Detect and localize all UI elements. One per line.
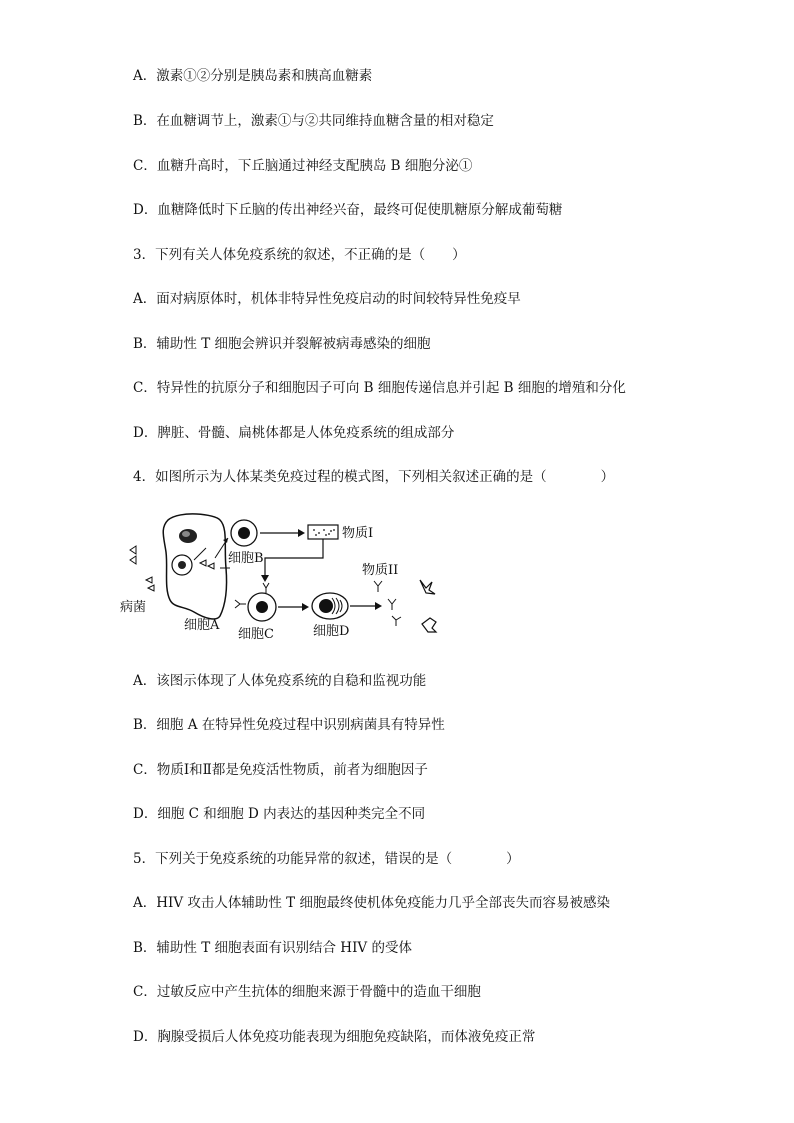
question-3-stem: 3．下列有关人体免疫系统的叙述，不正确的是（ ） bbox=[133, 247, 466, 263]
option-5d: D．胸腺受损后人体免疫功能表现为细胞免疫缺陷，而体液免疫正常 bbox=[133, 1029, 536, 1045]
antibody-bound-pathogen-2 bbox=[422, 618, 436, 632]
question-5-stem: 5．下列关于免疫系统的功能异常的叙述，错误的是（ ） bbox=[133, 851, 520, 867]
cell-a-shape bbox=[163, 514, 226, 619]
label-cell-c: 细胞C bbox=[238, 627, 274, 642]
option-2d: D．血糖降低时下丘脑的传出神经兴奋，最终可促使肌糖原分解成葡萄糖 bbox=[133, 202, 563, 218]
option-2a: A．激素①②分别是胰岛素和胰高血糖素 bbox=[133, 68, 373, 84]
label-cell-a: 细胞A bbox=[184, 618, 220, 633]
label-cell-b: 细胞B bbox=[228, 551, 264, 566]
option-5c: C．过敏反应中产生抗体的细胞来源于骨髓中的造血干细胞 bbox=[133, 984, 481, 1000]
option-3d: D．脾脏、骨髓、扁桃体都是人体免疫系统的组成部分 bbox=[133, 425, 455, 441]
label-cell-d: 细胞D bbox=[313, 624, 350, 639]
option-5a: A．HIV 攻击人体辅助性 T 细胞最终使机体免疫能力几乎全部丧失而容易被感染 bbox=[133, 895, 610, 911]
option-4b: B．细胞 A 在特异性免疫过程中识别病菌具有特异性 bbox=[133, 717, 445, 733]
question-4-stem: 4．如图所示为人体某类免疫过程的模式图，下列相关叙述正确的是（ ） bbox=[133, 469, 615, 485]
option-5b: B．辅助性 T 细胞表面有识别结合 HIV 的受体 bbox=[133, 940, 412, 956]
option-4c: C．物质Ⅰ和Ⅱ都是免疫活性物质，前者为细胞因子 bbox=[133, 762, 428, 778]
label-substance-2: 物质II bbox=[362, 563, 399, 578]
label-substance-1: 物质I bbox=[342, 526, 374, 541]
option-3b: B．辅助性 T 细胞会辨识并裂解被病毒感染的细胞 bbox=[133, 336, 431, 352]
label-pathogen: 病菌 bbox=[120, 600, 147, 615]
option-2c: C．血糖升高时，下丘脑通过神经支配胰岛 B 细胞分泌① bbox=[133, 158, 473, 174]
option-4d: D．细胞 C 和细胞 D 内表达的基因种类完全不同 bbox=[133, 806, 426, 822]
option-2b: B．在血糖调节上，激素①与②共同维持血糖含量的相对稳定 bbox=[133, 113, 494, 129]
option-3c: C．特异性的抗原分子和细胞因子可向 B 细胞传递信息并引起 B 细胞的增殖和分化 bbox=[133, 380, 626, 396]
option-4a: A．该图示体现了人体免疫系统的自稳和监视功能 bbox=[133, 673, 427, 689]
antibody-bound-pathogen-1 bbox=[420, 580, 435, 594]
immune-process-diagram bbox=[120, 508, 460, 648]
option-3a: A．面对病原体时，机体非特异性免疫启动的时间较特异性免疫早 bbox=[133, 291, 521, 307]
substance-1-box bbox=[308, 525, 338, 539]
